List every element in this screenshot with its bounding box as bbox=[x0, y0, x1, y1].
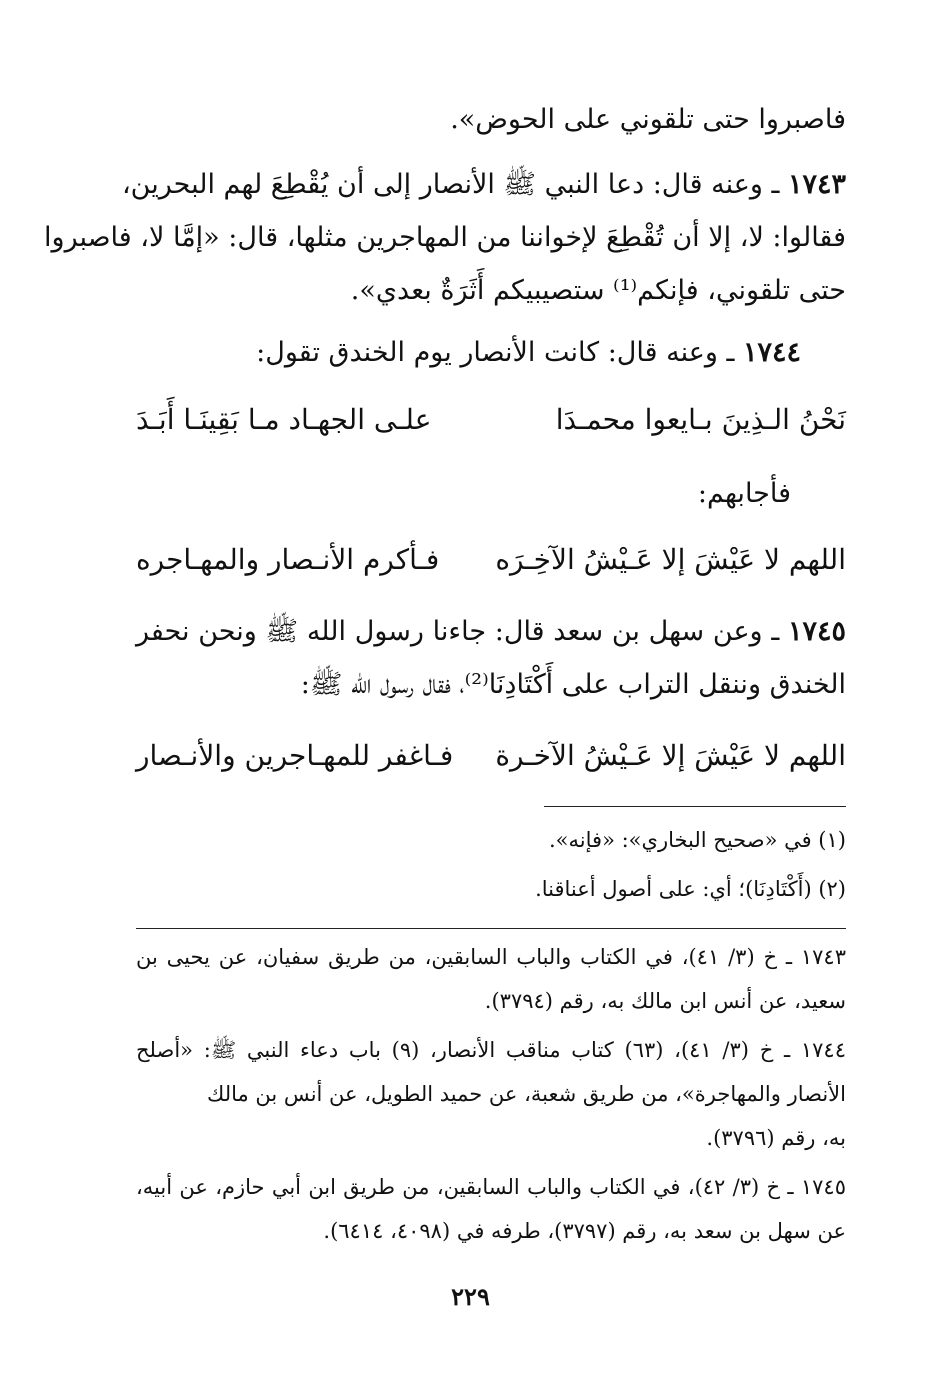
hadith-text: ـ وعن سهل بن سعد قال: جاءنا رسول الله ﷺ ونحن نحفر bbox=[136, 616, 780, 647]
hadith-number: ١٧٤٥ bbox=[787, 616, 846, 647]
reply-line: فأجابهم: bbox=[697, 478, 791, 509]
hadith-number: ١٧٤٣ bbox=[787, 169, 846, 200]
poem-verse-1 bbox=[136, 398, 846, 442]
page-number: ٢٢٩ bbox=[451, 1282, 490, 1311]
hadith-1744-line-1 bbox=[136, 333, 801, 373]
hadith-1743-line-2: فقالوا: لا، إلا أن تُقْطِعَ لإخواننا من المهاجرين مثلها، قال: «إمَّا لا، فاصبروا bbox=[44, 222, 846, 253]
hadith-1745-line-1 bbox=[136, 612, 846, 652]
source-1744-line-1: ١٧٤٤ ـ خ (٣/ ٤١)، (٦٣) كتاب مناقب الأنصار، (٩) باب دعاء النبي ﷺ: «أصلح bbox=[136, 1038, 846, 1062]
poem-verse-2 bbox=[136, 538, 846, 582]
poem-verse-3 bbox=[136, 734, 846, 778]
footnote-1: (١) في «صحيح البخاري»: «فإنه». bbox=[549, 828, 846, 852]
source-1744-line-2: الأنصار والمهاجرة»، من طريق شعبة، عن حميد الطويل، عن أنس بن مالك bbox=[207, 1082, 846, 1106]
body-line-continuation: فاصبروا حتى تلقوني على الحوض». bbox=[450, 104, 846, 135]
hadith-1745-line-2: الخندق وننقل التراب على أَكْتَادِنَا⁽²⁾، فقال رسول الله ﷺ: bbox=[300, 669, 846, 700]
footnote-2: (٢) (أَكْتَادِنَا)؛ أي: على أصول أعناقنا. bbox=[535, 877, 846, 901]
hadith-text: ـ وعنه قال: كانت الأنصار يوم الخندق تقول: bbox=[256, 337, 735, 368]
hadith-1743-line-3: حتى تلقوني، فإنكم⁽¹⁾ ستصيبيكم أَثَرَةٌ بعدي». bbox=[350, 275, 846, 306]
verse-first-hemistich: نَحْنُ الـذِينَ بـايعوا محمـدَا bbox=[555, 403, 846, 436]
footnote-separator bbox=[544, 806, 846, 807]
verse-second-hemistich: فـاغفر للمهـاجرين والأنـصار bbox=[136, 739, 454, 772]
hadith-text: ـ وعنه قال: دعا النبي ﷺ الأنصار إلى أن يُقْطِعَ لهم البحرين، bbox=[121, 169, 780, 200]
sources-separator bbox=[136, 928, 846, 929]
source-1745-line-1: ١٧٤٥ ـ خ (٣/ ٤٢)، في الكتاب والباب السابقين، من طريق ابن أبي حازم، عن أبيه، bbox=[136, 1175, 846, 1199]
verse-second-hemistich: علـى الجهـاد مـا بَقِينَـا أَبَـدَ bbox=[136, 403, 432, 436]
source-1745-line-2: عن سهل بن سعد به، رقم (٣٧٩٧)، طرفه في (٤٠٩٨، ٦٤١٤). bbox=[323, 1219, 846, 1243]
verse-second-hemistich: فـأكرم الأنـصار والمهـاجره bbox=[136, 543, 440, 576]
verse-first-hemistich: اللهم لا عَيْشَ إلا عَـيْشُ الآخـرة bbox=[495, 739, 846, 772]
source-1743-line-1: ١٧٤٣ ـ خ (٣/ ٤١)، في الكتاب والباب السابقين، من طريق سفيان، عن يحيى بن bbox=[136, 945, 846, 969]
source-1744-line-3: به، رقم (٣٧٩٦). bbox=[706, 1126, 846, 1150]
hadith-1743-line-1 bbox=[121, 165, 846, 205]
source-1743-line-2: سعيد، عن أنس ابن مالك به، رقم (٣٧٩٤). bbox=[484, 989, 846, 1013]
verse-first-hemistich: اللهم لا عَيْشَ إلا عَـيْشُ الآخِـرَه bbox=[495, 543, 846, 576]
hadith-number: ١٧٤٤ bbox=[742, 337, 801, 368]
